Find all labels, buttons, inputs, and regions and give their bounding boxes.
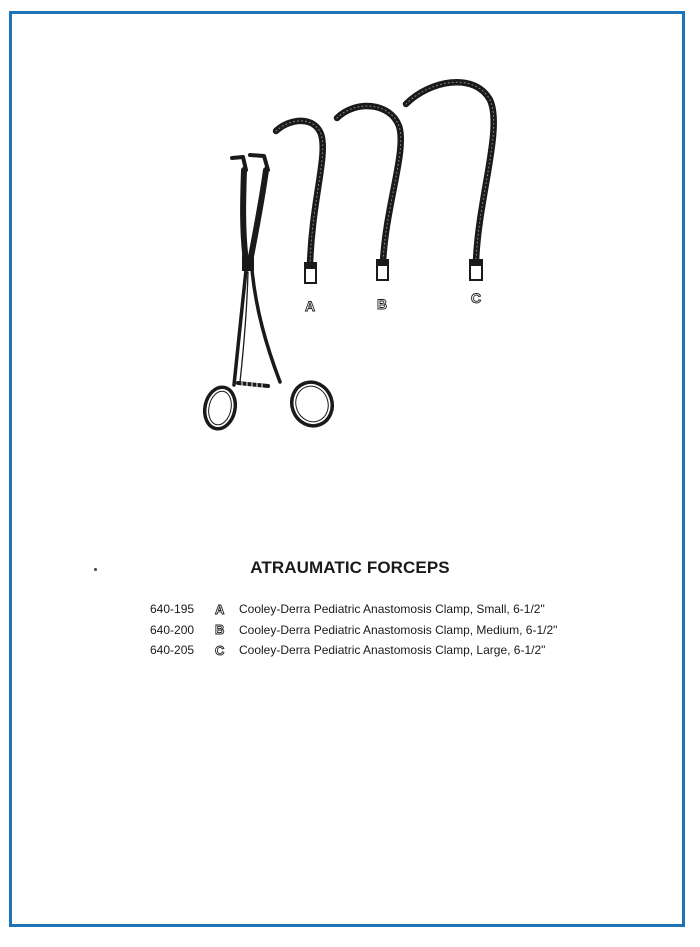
catalog-row	[150, 599, 557, 620]
catalog-variant-letter: A	[215, 601, 225, 617]
forceps-illustration	[0, 0, 700, 460]
catalog-description: Cooley-Derra Pediatric Anastomosis Clamp, Small, 6-1/2"	[239, 602, 545, 617]
catalog-code: 640-195	[150, 602, 195, 617]
variant-label-a: A	[305, 298, 316, 314]
page-title: ATRAUMATIC FORCEPS	[250, 558, 450, 577]
catalog-code: 640-205	[150, 643, 195, 658]
catalog-row	[150, 620, 557, 641]
catalog-variant-letter: C	[215, 642, 225, 658]
variant-label-b: B	[377, 296, 388, 312]
catalog-code: 640-200	[150, 622, 195, 637]
jaw-variant-a	[276, 121, 323, 283]
catalog-description: Cooley-Derra Pediatric Anastomosis Clamp, Medium, 6-1/2"	[239, 622, 558, 637]
catalog-variant-letter: B	[215, 622, 225, 638]
jaw-variant-c	[406, 82, 494, 280]
catalog-list	[150, 599, 557, 661]
catalog-description: Cooley-Derra Pediatric Anastomosis Clamp, Large, 6-1/2"	[239, 643, 546, 658]
jaw-variant-b	[337, 106, 401, 280]
variant-label-c: C	[471, 290, 482, 306]
catalog-row	[150, 640, 557, 661]
